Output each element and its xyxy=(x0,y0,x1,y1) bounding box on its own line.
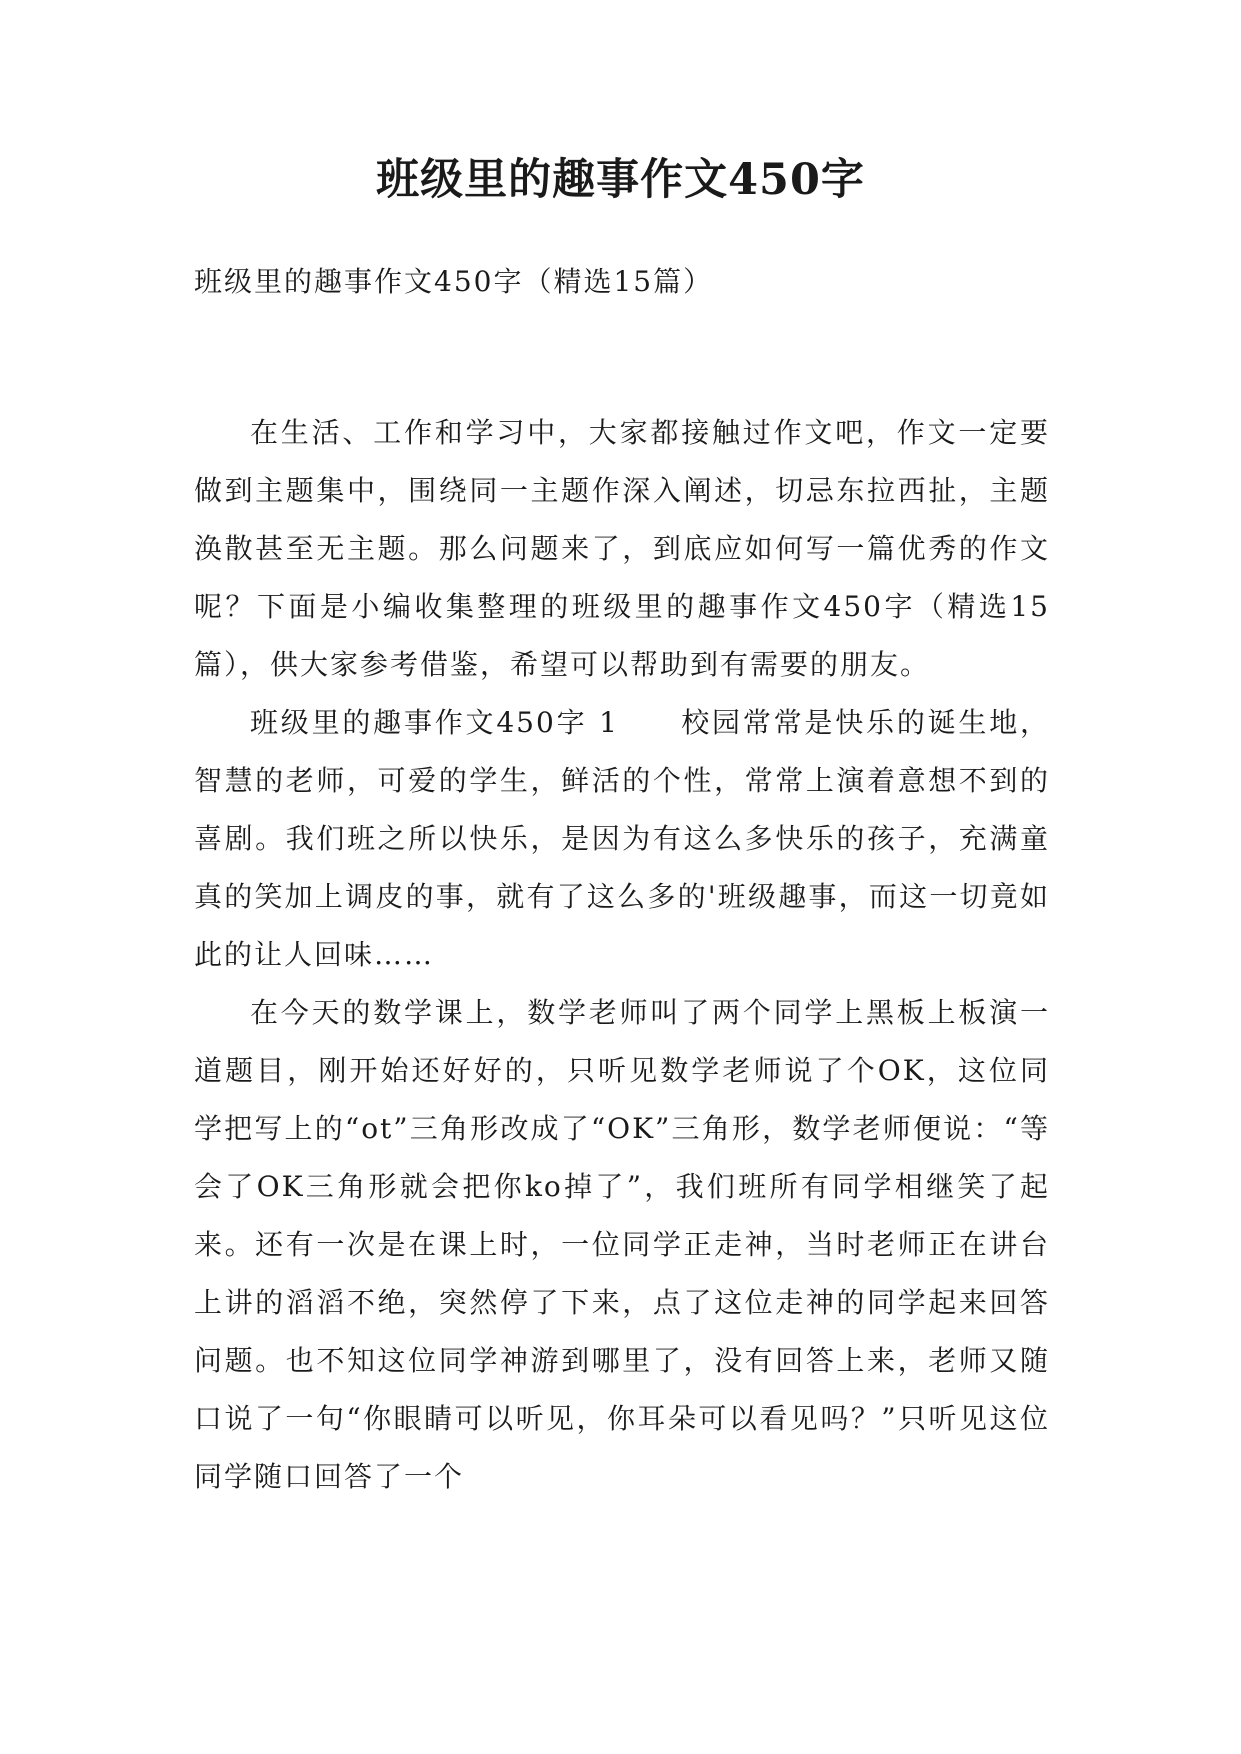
document-subtitle: 班级里的趣事作文450字（精选15篇） xyxy=(194,265,714,298)
paragraph-essay-1-continued: 在今天的数学课上，数学老师叫了两个同学上黑板上板演一道题目，刚开始还好好的，只听见数学老师说了个OK，这位同学把写上的“ot”三角形改成了“OK”三角形，数学老师便说：“等会了OK三角形就会把你ko掉了”，我们班所有同学相继笑了起来。还有一次是在课上时，一位同学正走神，当时老师正在讲台上讲的滔滔不绝，突然停了下来，点了这位走神的同学起来回答问题。也不知这位同学神游到哪里了，没有回答上来，老师又随口说了一句“你眼睛可以听见，你耳朵可以看见吗？”只听见这位同学随口回答了一个 xyxy=(194,996,1050,1493)
document-title: 班级里的趣事作文450字 xyxy=(376,155,865,205)
paragraph-intro: 在生活、工作和学习中，大家都接触过作文吧，作文一定要做到主题集中，围绕同一主题作深入阐述，切忌东拉西扯，主题涣散甚至无主题。那么问题来了，到底应如何写一篇优秀的作文呢？下面是小编收集整理的班级里的趣事作文450字（精选15篇），供大家参考借鉴，希望可以帮助到有需要的朋友。 xyxy=(194,416,1050,681)
document-body xyxy=(194,404,1050,1506)
paragraph-essay-1: 班级里的趣事作文450字 1 校园常常是快乐的诞生地，智慧的老师，可爱的学生，鲜活的个性，常常上演着意想不到的喜剧。我们班之所以快乐，是因为有这么多快乐的孩子，充满童真的笑加上调皮的事，就有了这么多的'班级趣事，而这一切竟如此的让人回味…… xyxy=(194,706,1050,971)
